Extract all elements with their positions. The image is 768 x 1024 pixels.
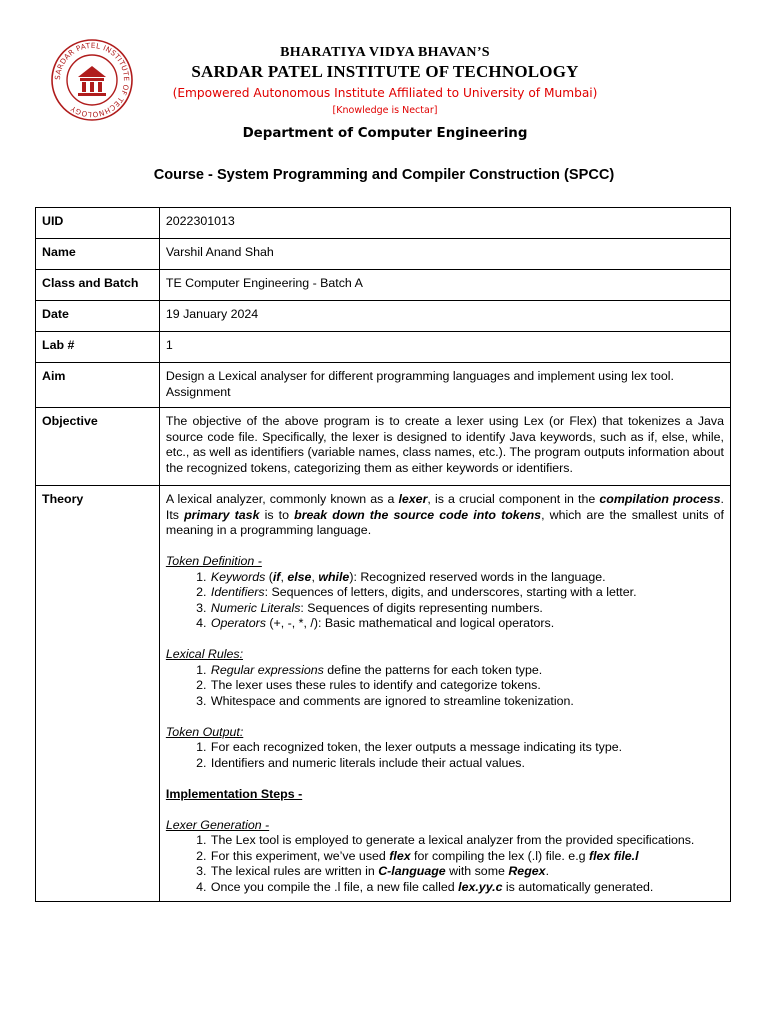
- token-output-list: [166, 740, 724, 771]
- table-row: [36, 270, 731, 301]
- aim-label: Aim: [36, 363, 160, 408]
- date-value: 19 January 2024: [159, 301, 730, 332]
- list-item: 2. Identifiers: Sequences of letters, digits, and underscores, starting with a letter.: [210, 585, 724, 601]
- token-definition-heading: Token Definition -: [165, 554, 262, 568]
- lab-info-table: [35, 207, 731, 902]
- table-row: [36, 486, 731, 902]
- theory-content: [159, 486, 730, 902]
- uid-label: UID: [36, 208, 160, 239]
- table-row: [36, 363, 731, 408]
- list-item: 1. Keywords (if, else, while): Recognized reserved words in the language.: [210, 570, 724, 586]
- institute-name: SARDAR PATEL INSTITUTE OF TECHNOLOGY: [191, 62, 579, 81]
- list-item: 3. Numeric Literals: Sequences of digits representing numbers.: [210, 601, 724, 617]
- table-row: [36, 239, 731, 270]
- svg-text:SARDAR PATEL INSTITUTE OF TECH: SARDAR PATEL INSTITUTE OF TECHNOLOGY: [52, 40, 132, 120]
- class-batch-label: Class and Batch: [36, 270, 160, 301]
- lexical-rules-list: [166, 663, 724, 710]
- list-item: 4. Once you compile the .l file, a new file called lex.yy.c is automatically generated.: [210, 880, 724, 896]
- class-batch-value: TE Computer Engineering - Batch A: [159, 270, 730, 301]
- institute-motto: [Knowledge is Nectar]: [332, 105, 438, 116]
- table-row: [36, 408, 731, 486]
- list-item: 2. For this experiment, we’ve used flex for compiling the lex (.l) file. e.g flex file.l: [210, 849, 724, 865]
- header-line-1: BHARATIYA VIDYA BHAVAN’S: [280, 45, 490, 60]
- name-label: Name: [36, 239, 160, 270]
- list-item: 4. Operators (+, -, *, /): Basic mathematical and logical operators.: [210, 616, 724, 632]
- lab-number-value: 1: [159, 332, 730, 363]
- date-label: Date: [36, 301, 160, 332]
- list-item: 1. For each recognized token, the lexer outputs a message indicating its type.: [210, 740, 724, 756]
- table-row: [36, 208, 731, 239]
- lab-number-label: Lab #: [36, 332, 160, 363]
- token-output-heading: Token Output:: [165, 724, 244, 739]
- list-item: 3. The lexical rules are written in C-language with some Regex.: [210, 864, 724, 880]
- lexer-generation-heading: Lexer Generation -: [165, 817, 270, 832]
- list-item: 3. Whitespace and comments are ignored to streamline tokenization.: [210, 694, 724, 710]
- uid-value: 2022301013: [159, 208, 730, 239]
- institute-logo: [50, 38, 134, 122]
- theory-label: Theory: [36, 486, 160, 902]
- lexer-generation-list: [166, 833, 724, 895]
- theory-intro: A lexical analyzer, commonly known as a lexer, is a crucial component in the compilation process. Its primary task is to break down the source code into tokens, which are the smallest units of meaning in a programming language.: [165, 492, 725, 537]
- aim-value: [159, 363, 730, 408]
- token-definition-list: [166, 570, 724, 632]
- name-value: Varshil Anand Shah: [159, 239, 730, 270]
- aim-line-1: Design a Lexical analyser for different programming languages and implement using lex tool.: [165, 369, 674, 383]
- implementation-steps-heading: Implementation Steps -: [165, 786, 303, 801]
- list-item: 1. Regular expressions define the patterns for each token type.: [210, 663, 724, 679]
- objective-value: The objective of the above program is to create a lexer using Lex (or Flex) that tokenizes a Java source code file. Specifically, the lexer is designed to identify Java keywords, such as if, else, while, etc., as well as identifiers (variable names, class names, etc.). The program outputs information about the recognized tokens, categorizing them as either keywords or identifiers.: [159, 408, 730, 486]
- lexical-rules-heading: Lexical Rules:: [165, 647, 244, 661]
- table-row: [36, 301, 731, 332]
- list-item: 2. Identifiers and numeric literals include their actual values.: [210, 756, 724, 772]
- table-row: [36, 332, 731, 363]
- list-item: 1. The Lex tool is employed to generate a lexical analyzer from the provided specifications.: [210, 833, 724, 849]
- objective-label: Objective: [36, 408, 160, 486]
- course-title: Course - System Programming and Compiler Construction (SPCC): [153, 167, 615, 183]
- list-item: 2. The lexer uses these rules to identify and categorize tokens.: [210, 678, 724, 694]
- aim-line-2: Assignment: [165, 384, 231, 399]
- institute-affiliation: (Empowered Autonomous Institute Affiliated to University of Mumbai): [172, 86, 598, 100]
- department-title: Department of Computer Engineering: [242, 126, 528, 141]
